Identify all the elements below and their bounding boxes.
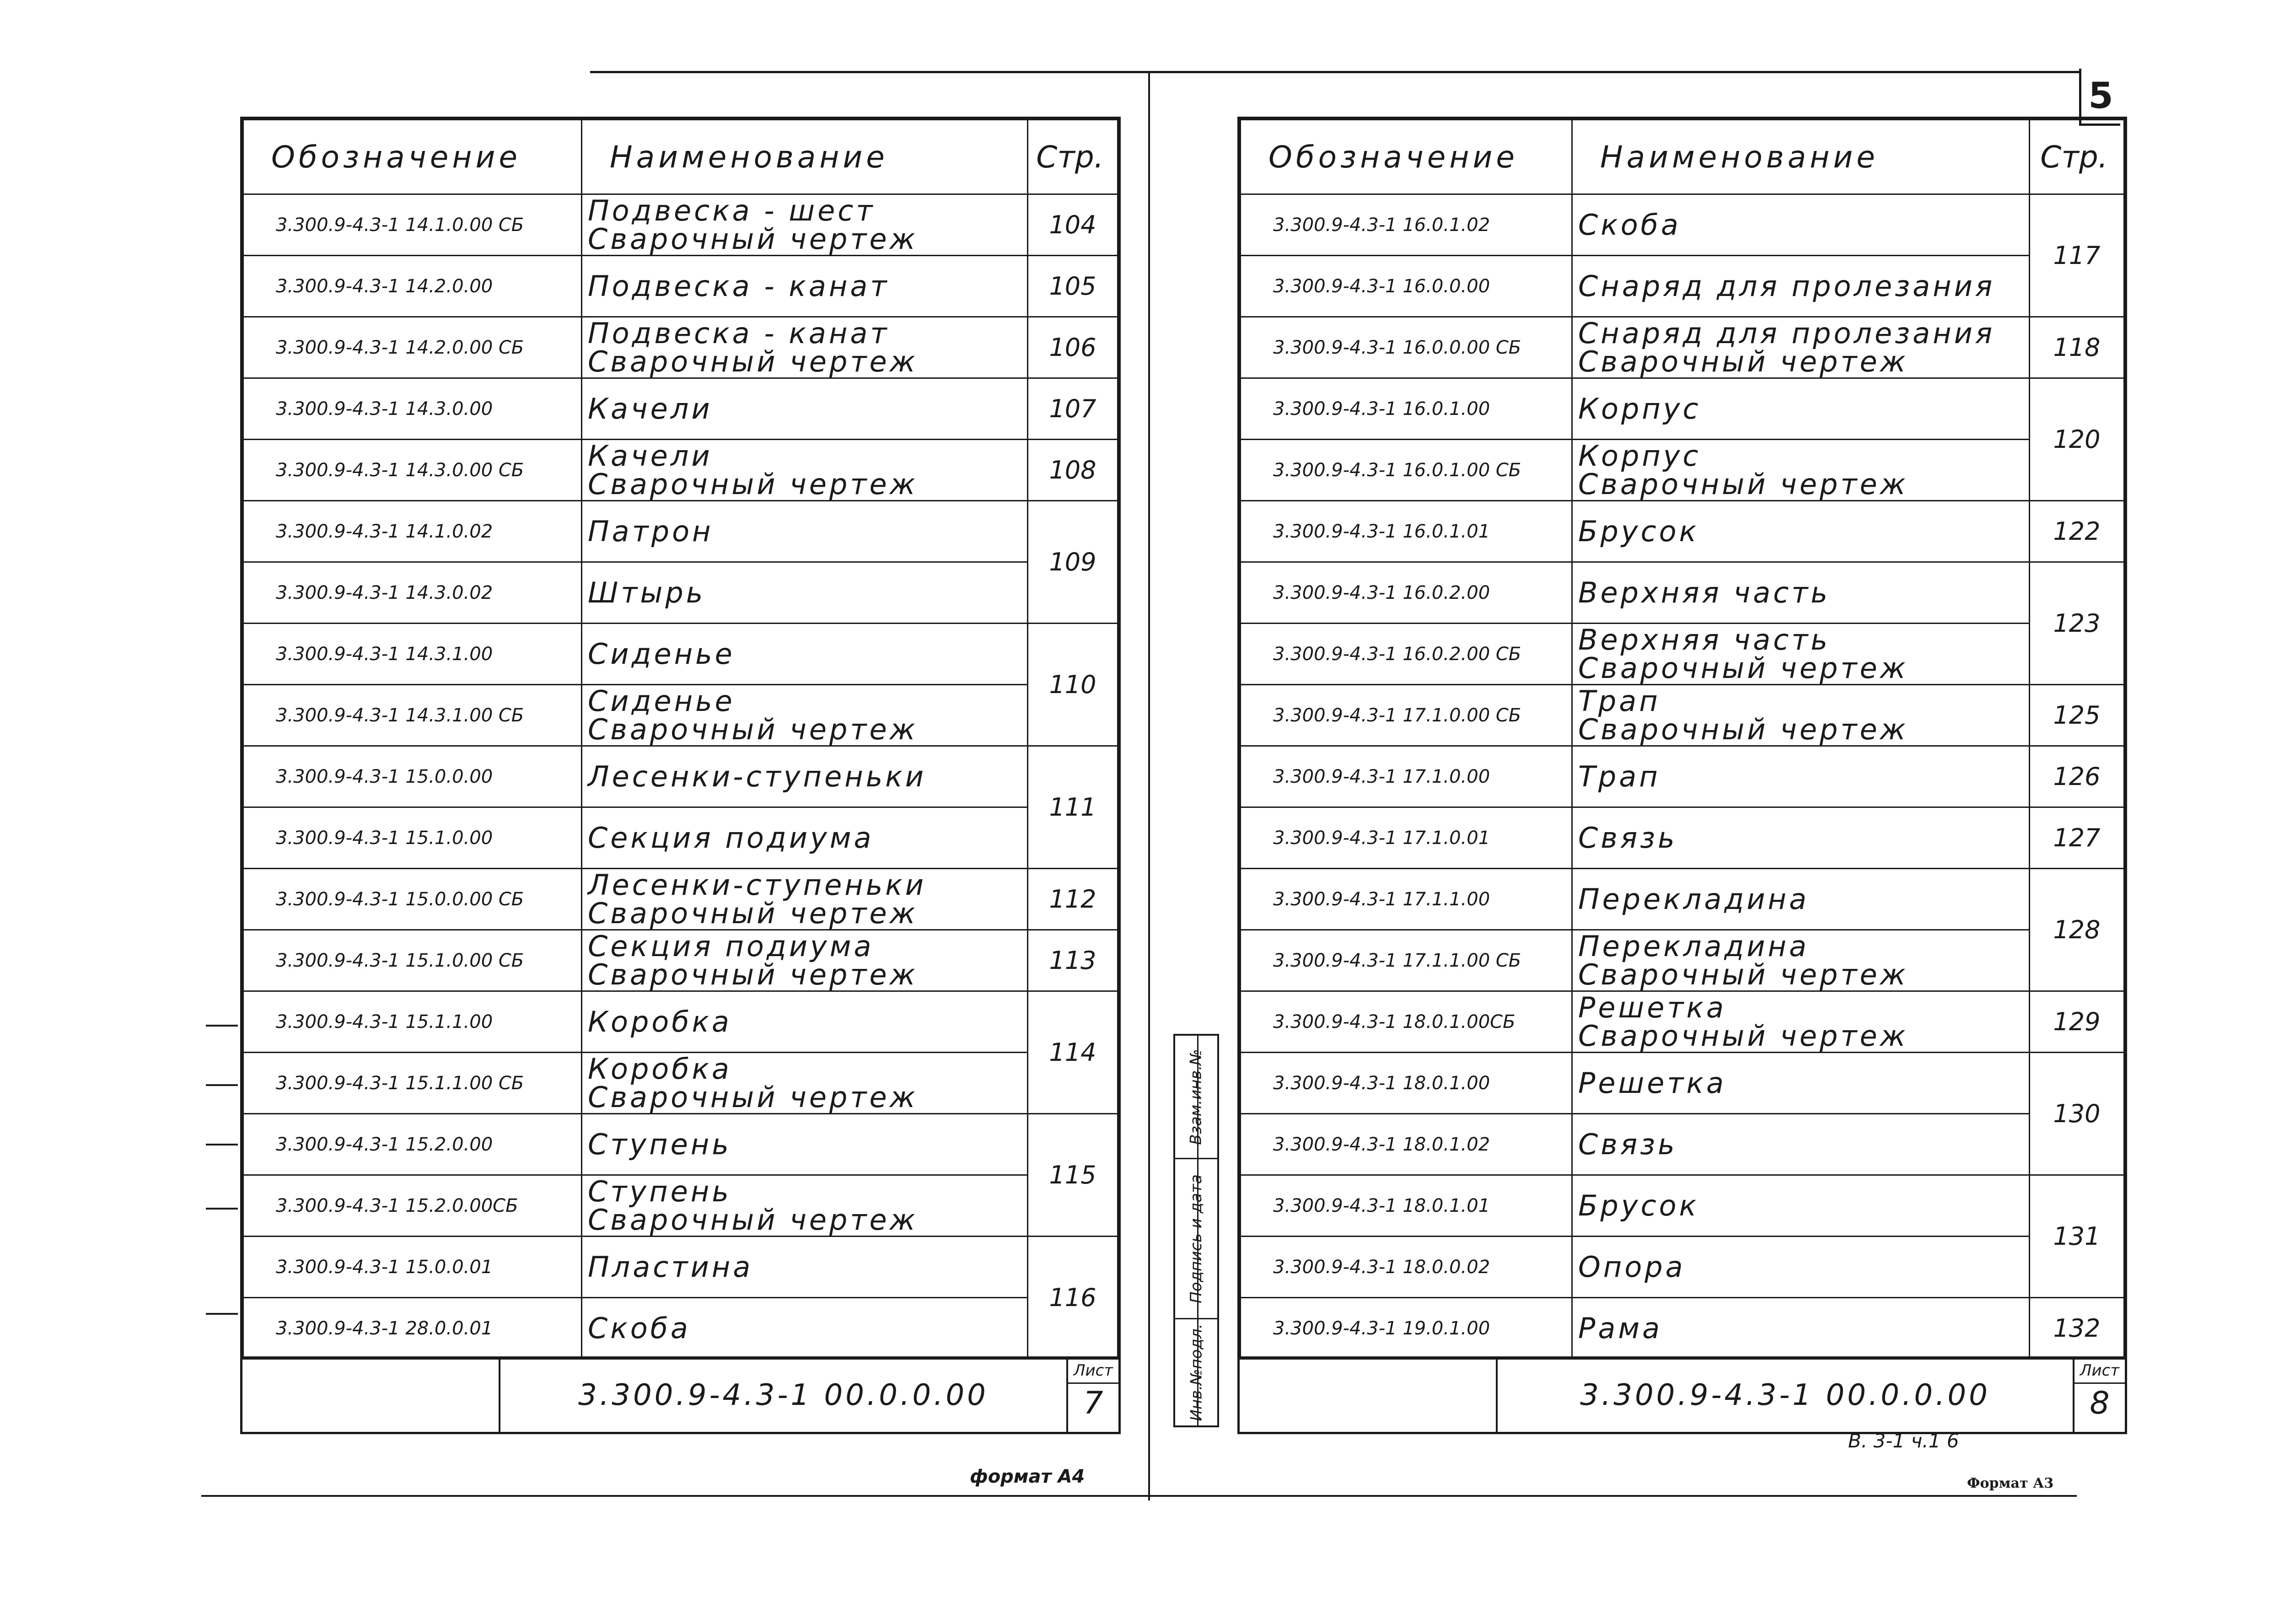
designation-cell: 3.300.9-4.3-1 16.0.2.00 СБ [1241, 624, 1572, 685]
name-cell: Связь [1572, 1114, 2030, 1175]
table-header-row [1241, 120, 2124, 194]
page-cell: 131 [2030, 1175, 2124, 1298]
name-cell: Коробка Сварочный чертеж [582, 1053, 1028, 1114]
name-cell: Ступень Сварочный чертеж [582, 1175, 1028, 1237]
page-cell: 130 [2030, 1053, 2124, 1175]
designation-cell: 3.300.9-4.3-1 14.3.1.00 [243, 624, 582, 685]
name-cell: Корпус Сварочный чертеж [1572, 440, 2030, 501]
format-note-left: формат А4 [970, 1466, 1085, 1487]
sheet-label: Лист [2074, 1359, 2125, 1384]
page-cell: 122 [2030, 501, 2124, 562]
table-row [243, 1237, 1118, 1298]
page-number: 5 [2079, 69, 2120, 126]
designation-cell: 3.300.9-4.3-1 14.2.0.00 СБ [243, 317, 582, 378]
page-cell: 123 [2030, 562, 2124, 685]
designation-cell: 3.300.9-4.3-1 18.0.1.00 [1241, 1053, 1572, 1114]
table-row [243, 562, 1118, 624]
side-stamp-cell [1175, 1319, 1217, 1425]
name-cell: Подвеска - шест Сварочный чертеж [582, 194, 1028, 256]
table-row [1241, 624, 2124, 685]
designation-cell: 3.300.9-4.3-1 15.2.0.00 [243, 1114, 582, 1175]
margin-tick [206, 1208, 238, 1210]
table-row [1241, 1237, 2124, 1298]
designation-cell: 3.300.9-4.3-1 15.0.0.00 СБ [243, 869, 582, 930]
name-cell: Опора [1572, 1237, 2030, 1298]
table-row [243, 1114, 1118, 1175]
designation-cell: 3.300.9-4.3-1 17.1.1.00 СБ [1241, 930, 1572, 991]
page-cell: 126 [2030, 746, 2124, 807]
designation-cell: 3.300.9-4.3-1 18.0.1.01 [1241, 1175, 1572, 1237]
table-row [243, 378, 1118, 440]
page-cell: 120 [2030, 378, 2124, 501]
table-row [1241, 930, 2124, 991]
table-row [1241, 1053, 2124, 1114]
margin-tick [206, 1313, 238, 1315]
name-cell: Снаряд для пролезания [1572, 256, 2030, 317]
table-row [1241, 1175, 2124, 1237]
page-cell: 118 [2030, 317, 2124, 378]
designation-cell: 3.300.9-4.3-1 15.1.0.00 СБ [243, 930, 582, 991]
sheet-number: 7 [1083, 1385, 1103, 1421]
top-border-line [590, 71, 2081, 73]
name-cell: Брусок [1572, 1175, 2030, 1237]
designation-cell: 3.300.9-4.3-1 14.3.0.00 СБ [243, 440, 582, 501]
table-row [1241, 562, 2124, 624]
name-cell: Секция подиума Сварочный чертеж [582, 930, 1028, 991]
page-cell: 109 [1028, 501, 1118, 624]
title-block [242, 1356, 1118, 1432]
page-cell: 111 [1028, 746, 1118, 869]
page-cell: 125 [2030, 685, 2124, 746]
name-cell: Брусок [1572, 501, 2030, 562]
designation-cell: 3.300.9-4.3-1 16.0.1.00 СБ [1241, 440, 1572, 501]
table-row [243, 194, 1118, 256]
title-block [1240, 1356, 2125, 1432]
table-row [1241, 746, 2124, 807]
designation-cell: 3.300.9-4.3-1 15.0.0.01 [243, 1237, 582, 1298]
table-row [243, 1298, 1118, 1359]
name-cell: Качели Сварочный чертеж [582, 440, 1028, 501]
name-cell: Коробка [582, 991, 1028, 1053]
designation-cell: 3.300.9-4.3-1 16.0.2.00 [1241, 562, 1572, 624]
page-cell: 114 [1028, 991, 1118, 1114]
table-row [243, 1053, 1118, 1114]
table-row [1241, 685, 2124, 746]
header-page: Стр. [1028, 120, 1118, 194]
side-approval-stamp [1173, 1034, 1219, 1427]
table-row [243, 501, 1118, 562]
designation-cell: 3.300.9-4.3-1 14.3.0.00 [243, 378, 582, 440]
page-cell: 108 [1028, 440, 1118, 501]
page-cell: 113 [1028, 930, 1118, 991]
designation-cell: 3.300.9-4.3-1 18.0.0.02 [1241, 1237, 1572, 1298]
sheet-label: Лист [1068, 1359, 1118, 1384]
designation-cell: 3.300.9-4.3-1 19.0.1.00 [1241, 1298, 1572, 1359]
name-cell: Ступень [582, 1114, 1028, 1175]
side-stamp-cell [1175, 1036, 1217, 1159]
table-row [243, 256, 1118, 317]
margin-tick [206, 1084, 238, 1086]
page-cell: 127 [2030, 807, 2124, 869]
name-cell: Подвеска - канат [582, 256, 1028, 317]
table-row [243, 624, 1118, 685]
header-name: Наименование [1572, 120, 2030, 194]
side-stamp-replaced-inv: Взам.инв.№ [1187, 1049, 1206, 1145]
sheet-number: 8 [2090, 1385, 2110, 1421]
name-cell: Трап [1572, 746, 2030, 807]
table-row [243, 317, 1118, 378]
name-cell: Перекладина [1572, 869, 2030, 930]
designation-cell: 3.300.9-4.3-1 18.0.1.02 [1241, 1114, 1572, 1175]
page-cell: 112 [1028, 869, 1118, 930]
designation-cell: 3.300.9-4.3-1 16.0.1.00 [1241, 378, 1572, 440]
table-row [1241, 317, 2124, 378]
name-cell: Секция подиума [582, 807, 1028, 869]
name-cell: Решетка Сварочный чертеж [1572, 991, 2030, 1053]
designation-cell: 3.300.9-4.3-1 16.0.1.01 [1241, 501, 1572, 562]
name-cell: Скоба [1572, 194, 2030, 256]
name-cell: Лесенки-ступеньки Сварочный чертеж [582, 869, 1028, 930]
name-cell: Решетка [1572, 1053, 2030, 1114]
name-cell: Подвеска - канат Сварочный чертеж [582, 317, 1028, 378]
side-stamp-cell [1175, 1159, 1217, 1319]
name-cell: Снаряд для пролезания Сварочный чертеж [1572, 317, 2030, 378]
title-block-blank [1240, 1359, 1498, 1432]
table-row [1241, 991, 2124, 1053]
header-page: Стр. [2030, 120, 2124, 194]
table-row [1241, 378, 2124, 440]
page-cell: 116 [1028, 1237, 1118, 1359]
designation-cell: 3.300.9-4.3-1 17.1.0.01 [1241, 807, 1572, 869]
margin-tick [206, 1025, 238, 1027]
table-row [243, 807, 1118, 869]
designation-cell: 3.300.9-4.3-1 15.0.0.00 [243, 746, 582, 807]
table-row [243, 685, 1118, 746]
page-cell: 107 [1028, 378, 1118, 440]
table-row [1241, 807, 2124, 869]
side-stamp-original-inv: Инв.№подл. [1187, 1323, 1206, 1421]
table-row [243, 1175, 1118, 1237]
name-cell: Связь [1572, 807, 2030, 869]
designation-cell: 3.300.9-4.3-1 14.3.1.00 СБ [243, 685, 582, 746]
document-code: 3.300.9-4.3-1 00.0.0.00 [1580, 1378, 1990, 1412]
page-cell: 129 [2030, 991, 2124, 1053]
table-row [243, 440, 1118, 501]
title-block-blank [242, 1359, 500, 1432]
table-header-row [243, 120, 1118, 194]
margin-tick [206, 1144, 238, 1145]
page-cell: 117 [2030, 194, 2124, 317]
name-cell: Лесенки-ступеньки [582, 746, 1028, 807]
page-cell: 106 [1028, 317, 1118, 378]
name-cell: Перекладина Сварочный чертеж [1572, 930, 2030, 991]
right-spec-table [1240, 119, 2125, 1360]
name-cell: Скоба [582, 1298, 1028, 1359]
designation-cell: 3.300.9-4.3-1 16.0.1.02 [1241, 194, 1572, 256]
page-cell: 132 [2030, 1298, 2124, 1359]
name-cell: Верхняя часть [1572, 562, 2030, 624]
name-cell: Верхняя часть Сварочный чертеж [1572, 624, 2030, 685]
table-row [243, 991, 1118, 1053]
designation-cell: 3.300.9-4.3-1 14.2.0.00 [243, 256, 582, 317]
designation-cell: 3.300.9-4.3-1 14.3.0.02 [243, 562, 582, 624]
bottom-border-line [201, 1495, 2077, 1497]
left-spec-sheet [240, 117, 1121, 1434]
name-cell: Патрон [582, 501, 1028, 562]
table-row [1241, 256, 2124, 317]
designation-cell: 3.300.9-4.3-1 15.1.1.00 СБ [243, 1053, 582, 1114]
designation-cell: 3.300.9-4.3-1 18.0.1.00СБ [1241, 991, 1572, 1053]
designation-cell: 3.300.9-4.3-1 15.1.1.00 [243, 991, 582, 1053]
name-cell: Штырь [582, 562, 1028, 624]
designation-cell: 3.300.9-4.3-1 15.2.0.00СБ [243, 1175, 582, 1237]
table-row [1241, 869, 2124, 930]
fold-line [1148, 73, 1150, 1500]
designation-cell: 3.300.9-4.3-1 16.0.0.00 [1241, 256, 1572, 317]
page-cell: 110 [1028, 624, 1118, 746]
page-cell: 115 [1028, 1114, 1118, 1237]
designation-cell: 3.300.9-4.3-1 16.0.0.00 СБ [1241, 317, 1572, 378]
table-row [1241, 194, 2124, 256]
album-code: В. 3-1 ч.1 6 [1848, 1430, 1959, 1452]
left-spec-table [242, 119, 1118, 1360]
table-row [243, 930, 1118, 991]
table-row [243, 869, 1118, 930]
name-cell: Сиденье Сварочный чертеж [582, 685, 1028, 746]
designation-cell: 3.300.9-4.3-1 15.1.0.00 [243, 807, 582, 869]
header-name: Наименование [582, 120, 1028, 194]
designation-cell: 3.300.9-4.3-1 14.1.0.02 [243, 501, 582, 562]
sheet-number-box [2073, 1359, 2125, 1432]
right-spec-sheet [1237, 117, 2127, 1434]
designation-cell: 3.300.9-4.3-1 17.1.0.00 [1241, 746, 1572, 807]
table-row [1241, 1298, 2124, 1359]
header-designation: Обозначение [1241, 120, 1572, 194]
name-cell: Качели [582, 378, 1028, 440]
name-cell: Пластина [582, 1237, 1028, 1298]
designation-cell: 3.300.9-4.3-1 17.1.0.00 СБ [1241, 685, 1572, 746]
sheet-number-box [1066, 1359, 1118, 1432]
table-row [1241, 501, 2124, 562]
designation-cell: 3.300.9-4.3-1 14.1.0.00 СБ [243, 194, 582, 256]
name-cell: Корпус [1572, 378, 2030, 440]
page-cell: 104 [1028, 194, 1118, 256]
side-stamp-signature-date: Подпись и дата [1187, 1174, 1206, 1303]
document-code: 3.300.9-4.3-1 00.0.0.00 [578, 1378, 989, 1412]
name-cell: Сиденье [582, 624, 1028, 685]
format-note-right: Формат А3 [1967, 1475, 2054, 1491]
page-cell: 105 [1028, 256, 1118, 317]
designation-cell: 3.300.9-4.3-1 17.1.1.00 [1241, 869, 1572, 930]
table-row [1241, 440, 2124, 501]
page-cell: 128 [2030, 869, 2124, 991]
name-cell: Рама [1572, 1298, 2030, 1359]
table-row [243, 746, 1118, 807]
table-row [1241, 1114, 2124, 1175]
name-cell: Трап Сварочный чертеж [1572, 685, 2030, 746]
header-designation: Обозначение [243, 120, 582, 194]
designation-cell: 3.300.9-4.3-1 28.0.0.01 [243, 1298, 582, 1359]
